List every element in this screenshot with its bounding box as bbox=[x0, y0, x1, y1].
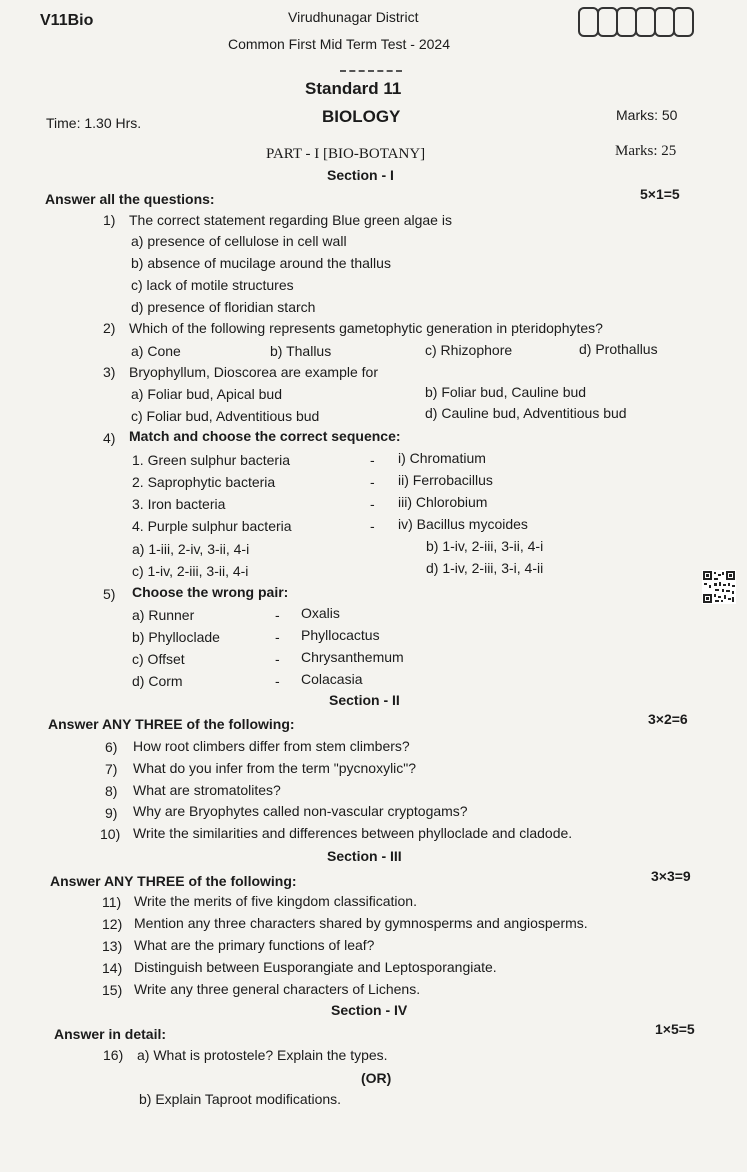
q6-text: How root climbers differ from stem climbers? bbox=[133, 738, 410, 754]
q5-left-d: d) Corm bbox=[132, 673, 183, 689]
q3-number: 3) bbox=[103, 364, 116, 380]
q16-option-b: b) Explain Taproot modifications. bbox=[139, 1091, 342, 1107]
q4-text: Match and choose the correct sequence: bbox=[129, 428, 401, 444]
register-number-boxes bbox=[578, 7, 692, 37]
q5-left-a: a) Runner bbox=[132, 607, 195, 623]
section-3-marks: 3×3=9 bbox=[651, 868, 691, 884]
q10-text: Write the similarities and differences between phylloclade and cladode. bbox=[133, 825, 573, 841]
q2-option-c: c) Rhizophore bbox=[425, 342, 513, 358]
q4-option-c: c) 1-iv, 2-iii, 3-ii, 4-i bbox=[132, 563, 249, 579]
q10-number: 10) bbox=[100, 826, 121, 842]
q2-number: 2) bbox=[103, 320, 116, 336]
q11-text: Write the merits of five kingdom classification. bbox=[134, 893, 417, 909]
section-4-instruction: Answer in detail: bbox=[54, 1026, 167, 1042]
q13-text: What are the primary functions of leaf? bbox=[134, 937, 375, 953]
or-label: (OR) bbox=[361, 1070, 392, 1086]
time: Time: 1.30 Hrs. bbox=[46, 115, 142, 131]
divider bbox=[340, 70, 402, 72]
q4-option-a: a) 1-iii, 2-iv, 3-ii, 4-i bbox=[132, 541, 250, 557]
part-title: PART - I [BIO-BOTANY] bbox=[266, 146, 426, 162]
q4-number: 4) bbox=[103, 430, 116, 446]
q14-text: Distinguish between Eusporangiate and Leptosporangiate. bbox=[134, 959, 497, 975]
q5-dash-c: - bbox=[275, 651, 280, 667]
marks-total: Marks: 50 bbox=[616, 107, 678, 123]
section-4-title: Section - IV bbox=[331, 1002, 408, 1018]
q1-text: The correct statement regarding Blue green algae is bbox=[129, 212, 452, 228]
q5-number: 5) bbox=[103, 586, 116, 602]
q1-option-d: d) presence of floridian starch bbox=[131, 299, 316, 315]
section-4-marks: 1×5=5 bbox=[655, 1021, 695, 1037]
q4-dash-4: - bbox=[370, 518, 375, 534]
q12-number: 12) bbox=[102, 916, 123, 932]
test-name: Common First Mid Term Test - 2024 bbox=[228, 36, 450, 52]
marks-part: Marks: 25 bbox=[615, 143, 677, 159]
q9-number: 9) bbox=[105, 805, 118, 821]
q5-right-d: Colacasia bbox=[301, 671, 363, 687]
q12-text: Mention any three characters shared by gymnosperms and angiosperms. bbox=[134, 915, 588, 931]
qr-code-icon bbox=[702, 570, 736, 604]
q8-text: What are stromatolites? bbox=[133, 782, 281, 798]
q1-option-b: b) absence of mucilage around the thallus bbox=[131, 255, 391, 271]
section-3-title: Section - III bbox=[327, 848, 402, 864]
q4-left-1: 1. Green sulphur bacteria bbox=[132, 452, 290, 468]
q5-text: Choose the wrong pair: bbox=[132, 584, 289, 600]
q7-number: 7) bbox=[105, 761, 118, 777]
section-1-marks: 5×1=5 bbox=[640, 186, 680, 202]
q1-option-a: a) presence of cellulose in cell wall bbox=[131, 233, 347, 249]
q5-left-c: c) Offset bbox=[132, 651, 185, 667]
q2-text: Which of the following represents gametophytic generation in pteridophytes? bbox=[129, 320, 603, 336]
q3-option-d: d) Cauline bud, Adventitious bud bbox=[425, 405, 627, 421]
section-2-instruction: Answer ANY THREE of the following: bbox=[48, 716, 295, 732]
q3-option-c: c) Foliar bud, Adventitious bud bbox=[131, 408, 320, 424]
section-2-title: Section - II bbox=[329, 692, 400, 708]
q9-text: Why are Bryophytes called non-vascular cryptogams? bbox=[133, 803, 468, 819]
q4-dash-3: - bbox=[370, 496, 375, 512]
q4-right-3: iii) Chlorobium bbox=[398, 494, 488, 510]
q7-text: What do you infer from the term "pycnoxylic"? bbox=[133, 760, 417, 776]
q5-dash-d: - bbox=[275, 673, 280, 689]
q3-option-a: a) Foliar bud, Apical bud bbox=[131, 386, 282, 402]
q16-number: 16) bbox=[103, 1047, 124, 1063]
q4-right-4: iv) Bacillus mycoides bbox=[398, 516, 528, 532]
section-1-title: Section - I bbox=[327, 167, 394, 183]
q15-number: 15) bbox=[102, 982, 123, 998]
section-1-instruction: Answer all the questions: bbox=[45, 191, 215, 207]
q8-number: 8) bbox=[105, 783, 118, 799]
q4-left-2: 2. Saprophytic bacteria bbox=[132, 474, 276, 490]
q2-option-d: d) Prothallus bbox=[579, 341, 658, 357]
q15-text: Write any three general characters of Lichens. bbox=[134, 981, 421, 997]
q1-option-c: c) lack of motile structures bbox=[131, 277, 294, 293]
q2-option-b: b) Thallus bbox=[270, 343, 332, 359]
q4-right-2: ii) Ferrobacillus bbox=[398, 472, 493, 488]
q4-dash-2: - bbox=[370, 474, 375, 490]
q4-right-1: i) Chromatium bbox=[398, 450, 486, 466]
q5-dash-a: - bbox=[275, 607, 280, 623]
q4-option-b: b) 1-iv, 2-iii, 3-ii, 4-i bbox=[426, 538, 544, 554]
q16-option-a: a) What is protostele? Explain the types. bbox=[137, 1047, 388, 1063]
q1-number: 1) bbox=[103, 212, 116, 228]
q5-dash-b: - bbox=[275, 629, 280, 645]
q4-option-d: d) 1-iv, 2-iii, 3-i, 4-ii bbox=[426, 560, 544, 576]
paper-code: V11Bio bbox=[40, 12, 94, 29]
q4-dash-1: - bbox=[370, 452, 375, 468]
q6-number: 6) bbox=[105, 739, 118, 755]
q11-number: 11) bbox=[102, 894, 122, 910]
q5-right-a: Oxalis bbox=[301, 605, 340, 621]
q5-left-b: b) Phylloclade bbox=[132, 629, 220, 645]
subject: BIOLOGY bbox=[322, 107, 401, 126]
q3-text: Bryophyllum, Dioscorea are example for bbox=[129, 364, 378, 380]
q3-option-b: b) Foliar bud, Cauline bud bbox=[425, 384, 587, 400]
standard: Standard 11 bbox=[305, 79, 402, 98]
district: Virudhunagar District bbox=[288, 9, 419, 25]
q14-number: 14) bbox=[102, 960, 123, 976]
section-2-marks: 3×2=6 bbox=[648, 711, 688, 727]
section-3-instruction: Answer ANY THREE of the following: bbox=[50, 873, 297, 889]
q2-option-a: a) Cone bbox=[131, 343, 181, 359]
q4-left-4: 4. Purple sulphur bacteria bbox=[132, 518, 292, 534]
q5-right-b: Phyllocactus bbox=[301, 627, 380, 643]
q5-right-c: Chrysanthemum bbox=[301, 649, 404, 665]
q4-left-3: 3. Iron bacteria bbox=[132, 496, 226, 512]
q13-number: 13) bbox=[102, 938, 123, 954]
